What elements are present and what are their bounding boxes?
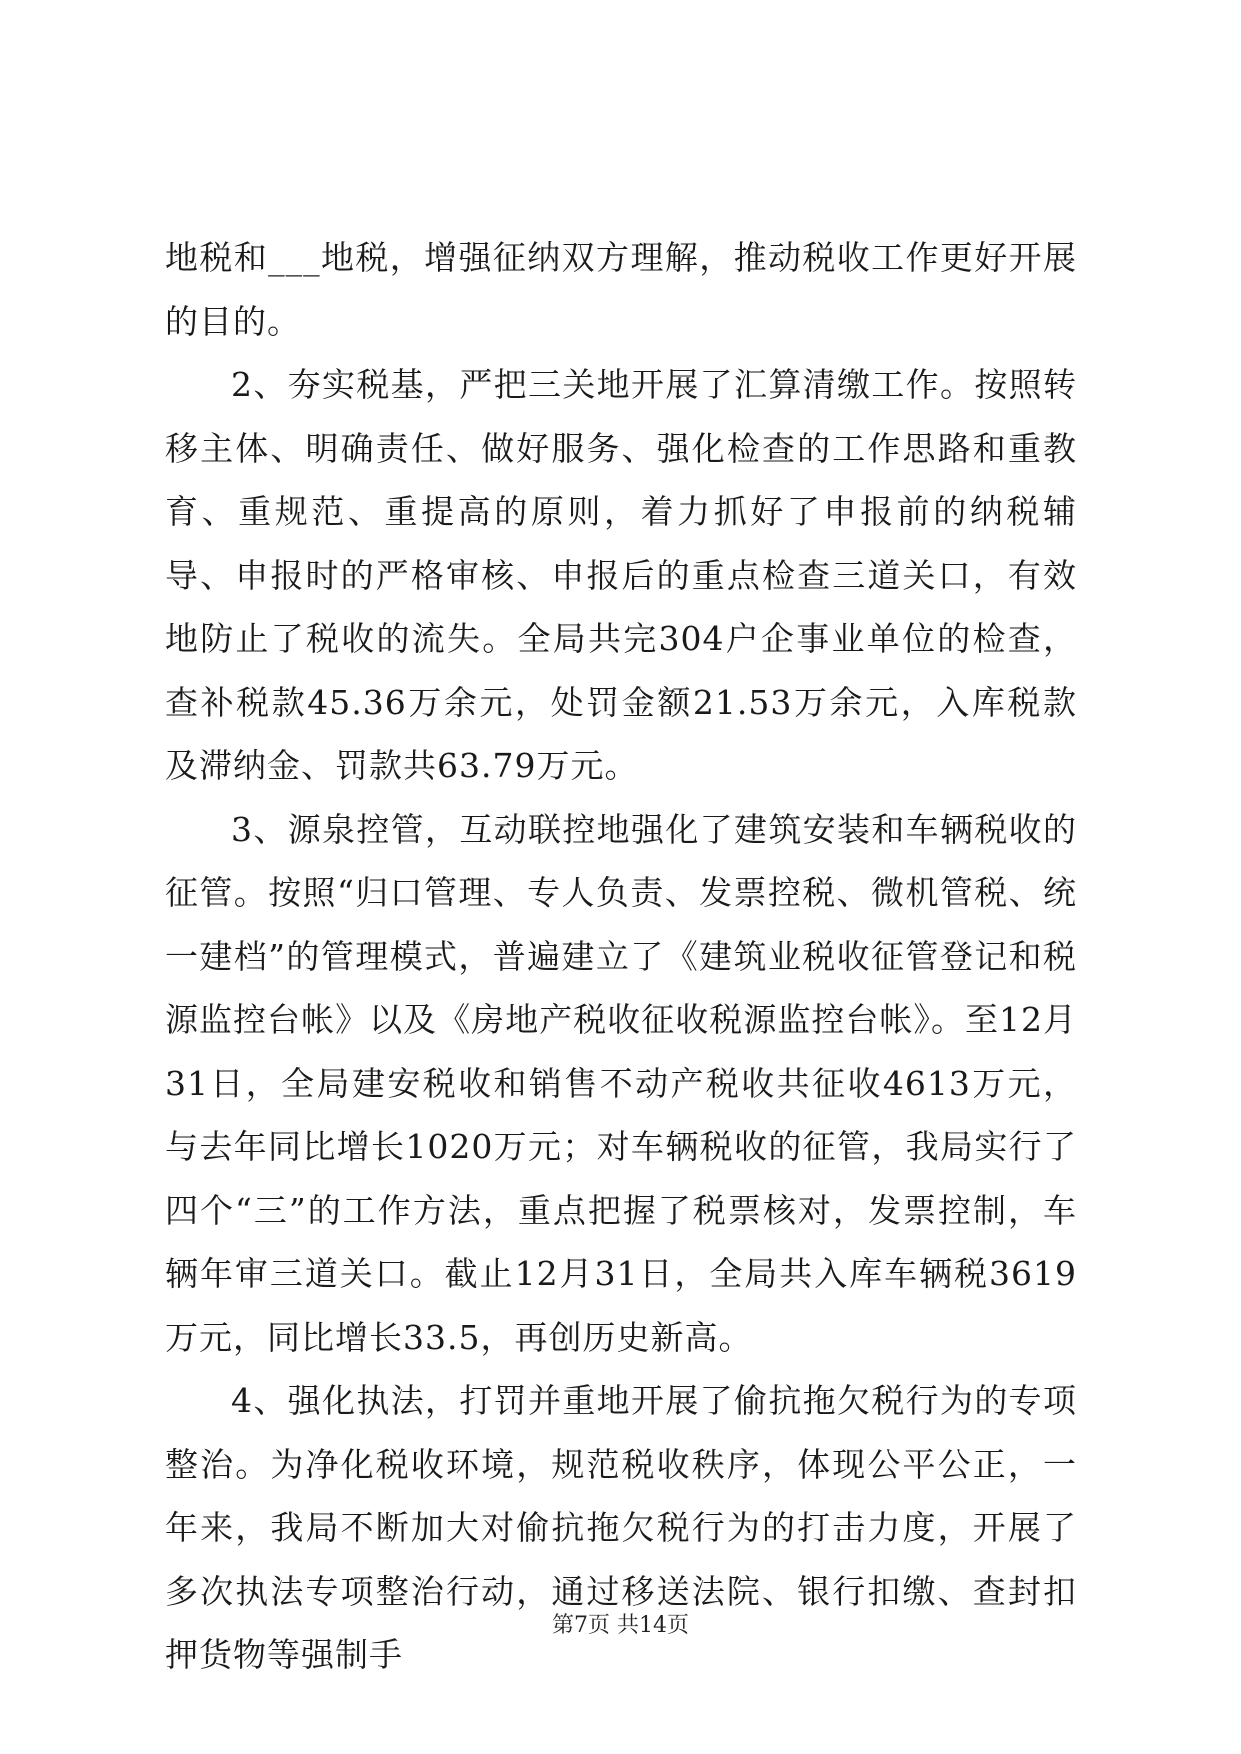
paragraph-item-4: 4、强化执法，打罚并重地开展了偷抗拖欠税行为的专项整治。为净化税收环境，规范税收秩序，体现公平公正，一年来，我局不断加大对偷抗拖欠税行为的打击力度，开展了多次执法专项整治行动，通过移送法院、银行扣缴、查封扣押货物等强制手 <box>165 1381 1077 1674</box>
paragraph-item-2: 2、夯实税基，严把三关地开展了汇算清缴工作。按照转移主体、明确责任、做好服务、强化检查的工作思路和重教育、重规范、重提高的原则，着力抓好了申报前的纳税辅导、申报时的严格审核、申报后的重点检查三道关口，有效地防止了税收的流失。全局共完304户企事业单位的检查，查补税款45.36万余元，处罚金额21.53万余元，入库税款及滞纳金、罚款共63.79万元。 <box>165 365 1077 785</box>
paragraph-continuation: 地税和___地税，增强征纳双方理解，推动税收工作更好开展的目的。 <box>165 238 1077 341</box>
document-body <box>165 226 1077 1687</box>
page-number-footer: 第7页 共14页 <box>552 1613 689 1638</box>
paragraph-item-3: 3、源泉控管，互动联控地强化了建筑安装和车辆税收的征管。按照“归口管理、专人负责、发票控税、微机管税、统一建档”的管理模式，普遍建立了《建筑业税收征管登记和税源监控台帐》以及《房地产税收征收税源监控台帐》。至12月31日，全局建安税收和销售不动产税收共征收4613万元，与去年同比增长1020万元；对车辆税收的征管，我局实行了四个“三”的工作方法，重点把握了税票核对，发票控制，车辆年审三道关口。截止12月31日，全局共入库车辆税3619万元，同比增长33.5，再创历史新高。 <box>165 809 1077 1357</box>
